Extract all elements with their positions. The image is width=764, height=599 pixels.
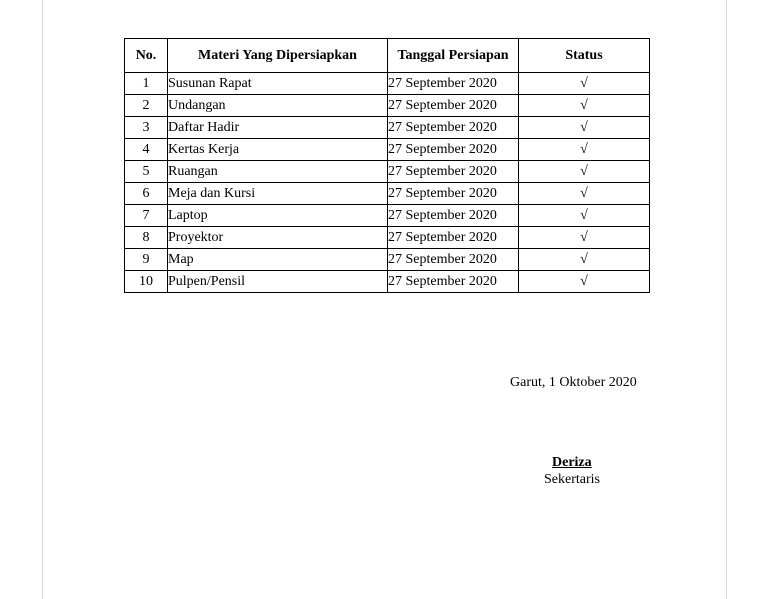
signer-name: Deriza	[552, 455, 592, 470]
row-date: 27 September 2020	[388, 205, 519, 227]
row-status-check: √	[519, 227, 650, 249]
row-no: 1	[125, 73, 168, 95]
page-left-edge	[42, 0, 43, 599]
table-row	[125, 161, 650, 183]
row-no: 4	[125, 139, 168, 161]
row-date: 27 September 2020	[388, 183, 519, 205]
row-date: 27 September 2020	[388, 139, 519, 161]
table-row	[125, 73, 650, 95]
row-status-check: √	[519, 183, 650, 205]
row-date: 27 September 2020	[388, 117, 519, 139]
table-row	[125, 205, 650, 227]
table-header-row	[125, 39, 650, 73]
page-right-edge	[726, 0, 727, 599]
row-no: 3	[125, 117, 168, 139]
row-no: 2	[125, 95, 168, 117]
row-date: 27 September 2020	[388, 271, 519, 293]
row-date: 27 September 2020	[388, 227, 519, 249]
row-no: 8	[125, 227, 168, 249]
row-item: Meja dan Kursi	[168, 183, 388, 205]
row-date: 27 September 2020	[388, 161, 519, 183]
row-no: 7	[125, 205, 168, 227]
place-and-date: Garut, 1 Oktober 2020	[510, 375, 637, 390]
table-row	[125, 227, 650, 249]
signer-role: Sekertaris	[544, 472, 600, 487]
row-item: Laptop	[168, 205, 388, 227]
row-item: Pulpen/Pensil	[168, 271, 388, 293]
row-status-check: √	[519, 95, 650, 117]
row-status-check: √	[519, 249, 650, 271]
row-no: 5	[125, 161, 168, 183]
materials-table	[124, 38, 650, 293]
table-row	[125, 139, 650, 161]
row-item: Kertas Kerja	[168, 139, 388, 161]
row-no: 9	[125, 249, 168, 271]
table-row	[125, 117, 650, 139]
row-date: 27 September 2020	[388, 73, 519, 95]
row-item: Proyektor	[168, 227, 388, 249]
row-no: 6	[125, 183, 168, 205]
row-date: 27 September 2020	[388, 95, 519, 117]
row-status-check: √	[519, 271, 650, 293]
row-item: Daftar Hadir	[168, 117, 388, 139]
row-no: 10	[125, 271, 168, 293]
row-status-check: √	[519, 139, 650, 161]
table-row	[125, 249, 650, 271]
row-item: Map	[168, 249, 388, 271]
row-status-check: √	[519, 161, 650, 183]
header-date: Tanggal Persiapan	[388, 39, 519, 73]
header-no: No.	[125, 39, 168, 73]
row-item: Undangan	[168, 95, 388, 117]
row-status-check: √	[519, 73, 650, 95]
row-item: Ruangan	[168, 161, 388, 183]
header-item: Materi Yang Dipersiapkan	[168, 39, 388, 73]
table-row	[125, 271, 650, 293]
table-row	[125, 183, 650, 205]
row-status-check: √	[519, 205, 650, 227]
table-row	[125, 95, 650, 117]
row-status-check: √	[519, 117, 650, 139]
header-status: Status	[519, 39, 650, 73]
row-item: Susunan Rapat	[168, 73, 388, 95]
row-date: 27 September 2020	[388, 249, 519, 271]
